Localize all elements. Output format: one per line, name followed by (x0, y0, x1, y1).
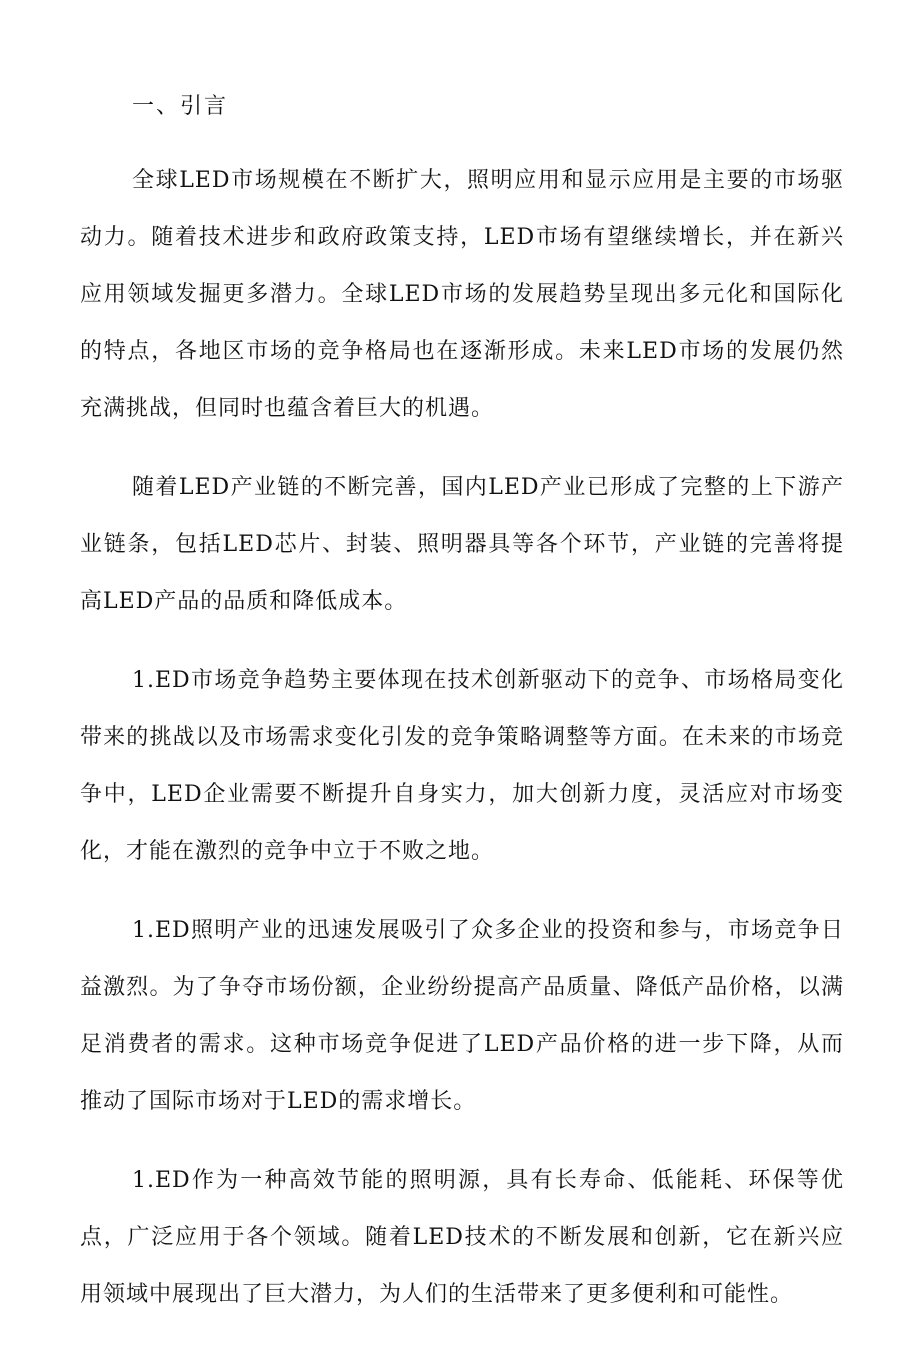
paragraph-2: 随着LED产业链的不断完善，国内LED产业已形成了完整的上下游产业链条，包括LED芯片、封装、照明器具等各个环节，产业链的完善将提高LED产品的品质和降低成本。 (80, 475, 844, 614)
paragraph-3: 1.ED市场竞争趋势主要体现在技术创新驱动下的竞争、市场格局变化带来的挑战以及市场需求变化引发的竞争策略调整等方面。在未来的市场竞争中，LED企业需要不断提升自身实力，加大创新力度，灵活应对市场变化，才能在激烈的竞争中立于不败之地。 (80, 668, 844, 864)
paragraph-1: 全球LED市场规模在不断扩大，照明应用和显示应用是主要的市场驱动力。随着技术进步和政府政策支持，LED市场有望继续增长，并在新兴应用领域发掘更多潜力。全球LED市场的发展趋势呈现出多元化和国际化的特点，各地区市场的竞争格局也在逐渐形成。未来LED市场的发展仍然充满挑战，但同时也蕴含着巨大的机遇。 (80, 168, 844, 421)
paragraph-4: 1.ED照明产业的迅速发展吸引了众多企业的投资和参与，市场竞争日益激烈。为了争夺市场份额，企业纷纷提高产品质量、降低产品价格，以满足消费者的需求。这种市场竞争促进了LED产品价格的进一步下降，从而推动了国际市场对于LED的需求增长。 (80, 918, 844, 1114)
section-heading: 一、引言 (132, 94, 229, 119)
document-body (80, 86, 844, 1345)
paragraph-5: 1.ED作为一种高效节能的照明源，具有长寿命、低能耗、环保等优点，广泛应用于各个领域。随着LED技术的不断发展和创新，它在新兴应用领域中展现出了巨大潜力，为人们的生活带来了更多便利和可能性。 (80, 1168, 844, 1307)
